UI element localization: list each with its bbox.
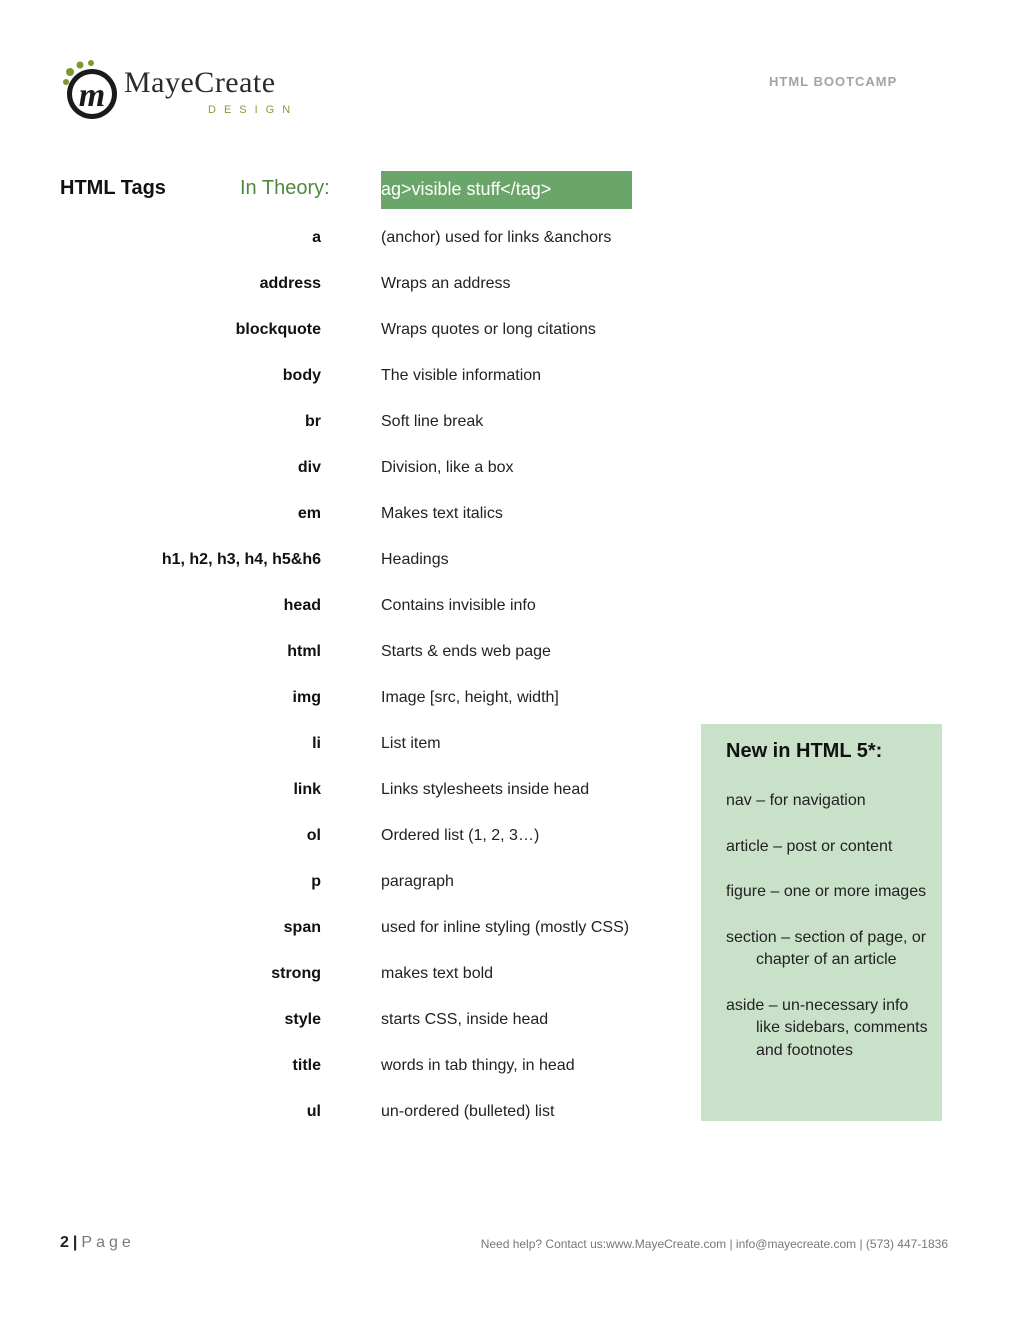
tag-row <box>0 1007 700 1053</box>
page-number: 2 <box>60 1234 69 1251</box>
contact-footer: Need help? Contact us:www.MayeCreate.com | info@mayecreate.com | (573) 447-1836 <box>480 1237 948 1251</box>
tag-row <box>0 685 700 731</box>
tag-row <box>0 547 700 593</box>
tag-name: ul <box>306 1103 321 1120</box>
tag-row <box>0 501 700 547</box>
tag-name: link <box>293 781 321 798</box>
tag-description: List item <box>381 735 441 752</box>
tag-name: address <box>259 275 321 292</box>
tag-row <box>0 961 700 1007</box>
tag-name: a <box>312 229 321 246</box>
logo-emblem-icon <box>60 58 124 122</box>
tag-name: body <box>282 367 321 384</box>
tag-row <box>0 1099 700 1145</box>
tag-description: paragraph <box>381 873 454 890</box>
tag-row <box>0 317 700 363</box>
svg-text:m: m <box>78 77 106 114</box>
tag-description: starts CSS, inside head <box>381 1011 549 1028</box>
tag-name: blockquote <box>235 321 321 338</box>
tag-description: un-ordered (bulleted) list <box>381 1103 555 1120</box>
tag-description: Division, like a box <box>381 459 514 476</box>
tag-row <box>0 823 700 869</box>
tag-description: Starts & ends web page <box>381 643 551 660</box>
tag-name: head <box>283 597 321 614</box>
logo-subtext: DESIGN <box>208 104 299 116</box>
tag-row <box>0 777 700 823</box>
page-number-footer <box>60 1234 135 1252</box>
tag-name: p <box>311 873 321 890</box>
tag-row <box>0 593 700 639</box>
code-example: ag>visible stuff</tag> <box>381 179 552 199</box>
tag-table <box>0 225 700 1145</box>
tag-description: The visible information <box>381 367 542 384</box>
tag-description: Wraps quotes or long citations <box>381 321 596 338</box>
tag-description: Ordered list (1, 2, 3…) <box>381 827 540 844</box>
tag-description: used for inline styling (mostly CSS) <box>381 919 630 936</box>
tag-name: div <box>297 459 321 476</box>
tag-name: em <box>297 505 321 522</box>
html5-list-item: nav – for navigation <box>726 792 866 809</box>
html5-element-list <box>726 790 936 1085</box>
tag-description: Makes text italics <box>381 505 503 522</box>
code-example-bar <box>381 171 632 209</box>
section-title: HTML Tags <box>60 177 166 199</box>
html5-callout-title: New in HTML 5*: <box>726 740 883 762</box>
tag-row <box>0 1053 700 1099</box>
html5-list-item: article – post or content <box>726 837 893 855</box>
tag-row <box>0 363 700 409</box>
tag-name: title <box>292 1057 321 1074</box>
html5-list-item: aside – un-necessary info like sidebars, comments and footnotes <box>726 996 928 1059</box>
tag-description: makes text bold <box>381 965 494 982</box>
tag-row <box>0 731 700 777</box>
tag-name: li <box>312 735 321 752</box>
tag-name: strong <box>271 965 321 982</box>
html5-callout-box <box>701 724 942 1121</box>
tag-row <box>0 869 700 915</box>
html5-list-item: section – section of page, or chapter of an article <box>726 928 927 968</box>
tag-row <box>0 455 700 501</box>
tag-row <box>0 271 700 317</box>
tag-description: Contains invisible info <box>381 597 536 614</box>
tag-row <box>0 639 700 685</box>
tag-description: Wraps an address <box>381 275 511 292</box>
tag-row <box>0 915 700 961</box>
tag-description: (anchor) used for links &anchors <box>381 229 612 246</box>
tag-name: ol <box>306 827 321 844</box>
document-title: HTML BOOTCAMP <box>769 74 898 89</box>
tag-row <box>0 225 700 271</box>
mayecreate-logo <box>60 58 300 122</box>
page-separator: | <box>72 1234 78 1251</box>
html5-list-item: figure – one or more images <box>726 883 927 900</box>
tag-name: html <box>287 643 321 660</box>
theory-label: In Theory: <box>240 177 330 199</box>
tag-name: img <box>292 689 321 706</box>
logo-text: MayeCreate <box>124 66 276 99</box>
tag-description: Soft line break <box>381 413 484 430</box>
tag-name: style <box>284 1011 321 1028</box>
tag-name: br <box>305 413 321 430</box>
tag-description: Headings <box>381 551 449 568</box>
tag-description: Image [src, height, width] <box>381 689 559 706</box>
page-word: Page <box>81 1234 135 1251</box>
tag-description: Links stylesheets inside head <box>381 781 590 798</box>
tag-row <box>0 409 700 455</box>
tag-name: h1, h2, h3, h4, h5&h6 <box>161 551 321 568</box>
tag-name: span <box>283 919 321 936</box>
tag-description: words in tab thingy, in head <box>381 1057 575 1074</box>
